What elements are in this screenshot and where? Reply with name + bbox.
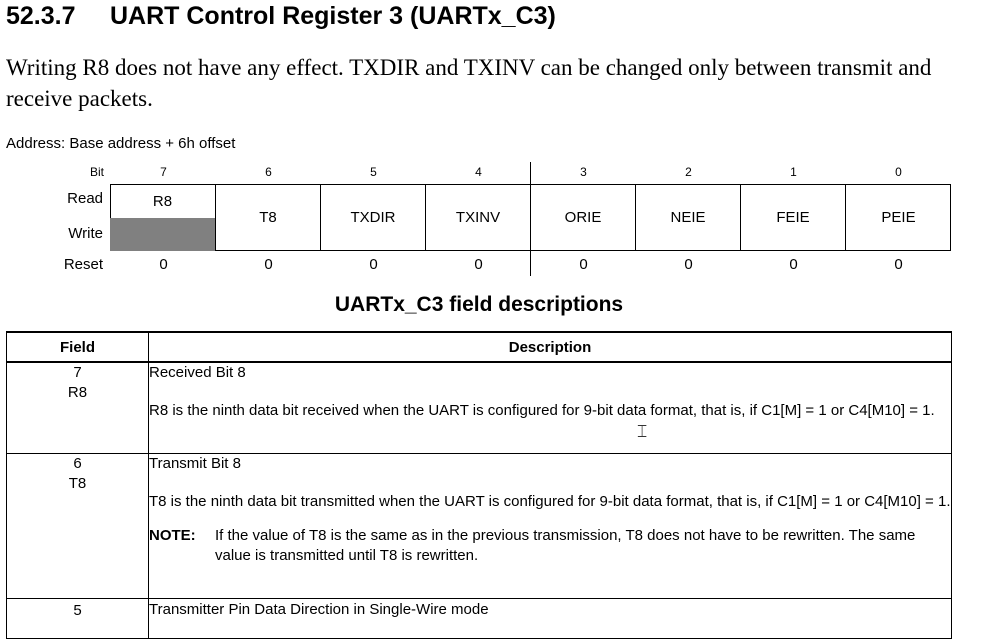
address-line: Address: Base address + 6h offset xyxy=(6,135,236,152)
read-row-label: Read xyxy=(67,190,103,207)
reset-row-label: Reset xyxy=(63,256,103,273)
reset-value: 0 xyxy=(894,256,903,273)
field-bit: 5 xyxy=(73,601,82,619)
field-cell xyxy=(7,362,149,453)
register-field-feie: FEIE xyxy=(741,184,846,251)
bit-row-label: Bit xyxy=(89,165,104,179)
note-label: NOTE: xyxy=(149,526,196,544)
bit-number: 3 xyxy=(580,165,587,179)
bit-number: 6 xyxy=(265,165,272,179)
description-body: T8 is the ninth data bit transmitted when the UART is configured for 9-bit data format, that is, if C1[M] = 1 or C4[M10] = 1. xyxy=(149,492,951,510)
register-field-txdir: TXDIR xyxy=(321,184,426,251)
bit-number: 2 xyxy=(685,165,692,179)
reset-value: 0 xyxy=(159,256,168,273)
reset-value: 0 xyxy=(789,256,798,273)
bit-number: 7 xyxy=(160,165,167,179)
field-bit: 6 xyxy=(73,454,82,472)
register-field-r8 xyxy=(110,184,216,251)
reset-value: 0 xyxy=(684,256,693,273)
register-field-peie: PEIE xyxy=(881,209,916,226)
description-title: Transmit Bit 8 xyxy=(149,454,241,472)
field-cell xyxy=(7,598,149,638)
note-text: If the value of T8 is the same as in the previous transmission, T8 does not have to be rewritten. The same value is transmitted until T8 is rewritten. xyxy=(215,526,916,564)
register-field-txinv: TXINV xyxy=(426,184,531,251)
description-cell xyxy=(149,453,952,598)
note-block xyxy=(149,526,951,566)
bit-number: 4 xyxy=(475,165,482,179)
intro-paragraph: Writing R8 does not have any effect. TXDIR and TXINV can be changed only between transmit and receive packets. xyxy=(6,55,932,111)
column-header-field: Field xyxy=(7,332,149,362)
section-number: 52.3.7 xyxy=(6,2,76,30)
bit-number: 0 xyxy=(895,165,902,179)
table-row xyxy=(7,453,952,598)
table-title: UARTx_C3 field descriptions xyxy=(334,293,624,316)
text-cursor-icon: ⌶ xyxy=(637,422,648,441)
description-body: R8 is the ninth data bit received when the UART is configured for 9-bit data format, that is, if C1[M] = 1 or C4[M10] = 1. xyxy=(149,402,935,419)
register-field-t8: T8 xyxy=(216,184,321,251)
table-row xyxy=(7,362,952,453)
description-title: Transmitter Pin Data Direction in Single-Wire mode xyxy=(149,600,489,618)
table-header-row xyxy=(7,332,952,362)
register-field-neie: NEIE xyxy=(636,184,741,251)
field-name: R8 xyxy=(152,192,173,210)
field-cell xyxy=(7,453,149,598)
field-descriptions-table xyxy=(6,331,952,639)
bit-number: 1 xyxy=(790,165,797,179)
description-title: Received Bit 8 xyxy=(149,364,246,381)
description-cell xyxy=(149,362,952,453)
register-field-orie: ORIE xyxy=(531,184,636,251)
reset-value: 0 xyxy=(474,256,483,273)
description-cell xyxy=(149,598,952,638)
field-name: R8 xyxy=(67,384,88,401)
field-bit: 7 xyxy=(73,364,82,381)
table-row xyxy=(7,598,952,638)
bit-number: 5 xyxy=(370,165,377,179)
section-heading xyxy=(6,2,556,31)
write-row-label: Write xyxy=(68,225,103,242)
reset-value: 0 xyxy=(264,256,273,273)
reset-value: 0 xyxy=(369,256,378,273)
section-title: UART Control Register 3 (UARTx_C3) xyxy=(110,2,556,30)
reset-value: 0 xyxy=(579,256,588,273)
field-name: T8 xyxy=(68,474,87,492)
column-header-description: Description xyxy=(149,332,952,362)
write-reserved-shading xyxy=(110,218,215,251)
